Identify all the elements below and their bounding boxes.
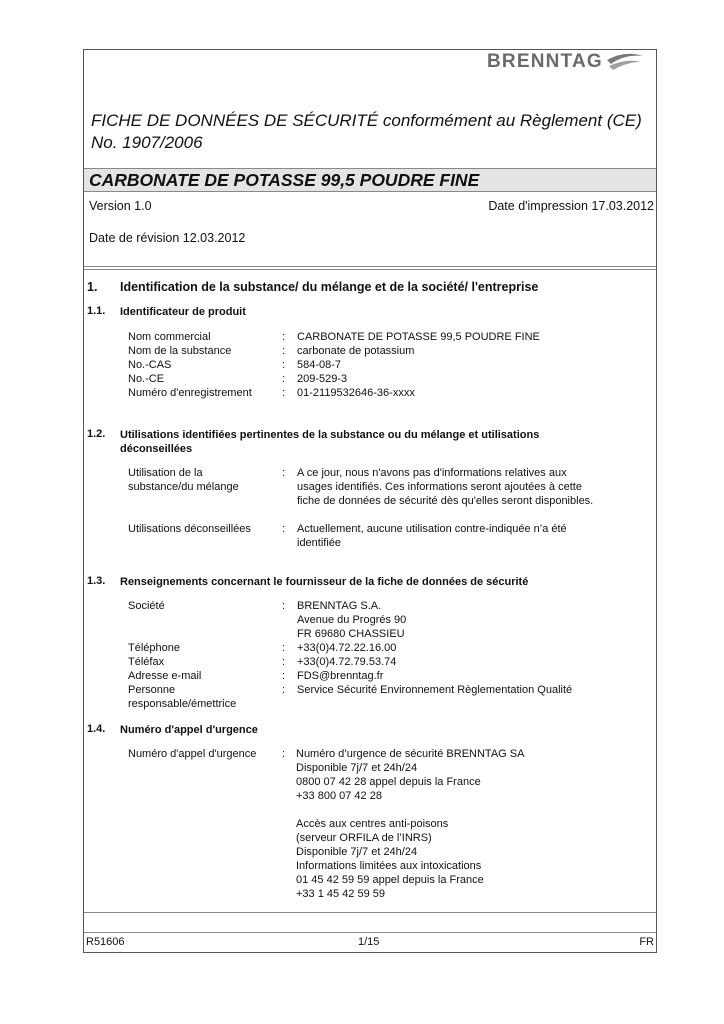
field-label: Société xyxy=(128,600,165,612)
section-title: Identification de la substance/ du mélange et de la société/ l'entreprise xyxy=(120,280,539,294)
colon: : xyxy=(282,670,286,682)
colon: : xyxy=(282,600,286,612)
field-label: Adresse e-mail xyxy=(128,670,202,682)
language-code: FR xyxy=(639,936,654,948)
emergency-line: 01 45 42 59 59 appel depuis la France xyxy=(296,874,484,886)
field-label-line: Personne xyxy=(128,684,176,696)
version: Version 1.0 xyxy=(89,199,152,213)
field-label: Téléphone xyxy=(128,642,180,654)
logo-swoosh-icon xyxy=(605,52,645,74)
subsection-title xyxy=(120,428,610,456)
field-value: 01-2119532646-36-xxxx xyxy=(297,387,415,399)
emergency-spacer xyxy=(296,803,524,817)
field-value: carbonate de potassium xyxy=(297,345,415,357)
colon: : xyxy=(282,331,286,343)
company-line: FR 69680 CHASSIEU xyxy=(297,628,405,640)
colon: : xyxy=(282,467,286,479)
divider xyxy=(84,269,656,270)
field-value: 584-08-7 xyxy=(297,359,342,371)
field-label: No.-CE xyxy=(128,373,165,385)
document-title xyxy=(91,110,651,154)
divider xyxy=(84,932,656,933)
emergency-line: +33 800 07 42 28 xyxy=(296,790,382,802)
colon: : xyxy=(282,387,286,399)
subsection-number: 1.1. xyxy=(87,305,106,317)
field-label: Nom commercial xyxy=(128,331,211,343)
subsection-title: Identificateur de produit xyxy=(120,306,246,318)
field-label-line: responsable/émettrice xyxy=(128,698,237,710)
divider xyxy=(84,912,656,913)
field-value-line: Actuellement, aucune utilisation contre-indiquée n’a été xyxy=(297,523,567,535)
section-number: 1. xyxy=(87,280,98,294)
subsection-title: Numéro d'appel d'urgence xyxy=(120,724,258,736)
document-title-line1: FICHE DE DONNÉES DE SÉCURITÉ conformément au Règlement (CE) xyxy=(91,111,642,130)
subsection-number: 1.4. xyxy=(87,723,106,735)
divider xyxy=(84,266,656,267)
emergency-line: Disponible 7j/7 et 24h/24 xyxy=(296,846,418,858)
emergency-line: Accès aux centres anti-poisons xyxy=(296,818,449,830)
field-value-line: A ce jour, nous n'avons pas d'informations relatives aux xyxy=(297,467,567,479)
company-line: Avenue du Progrés 90 xyxy=(297,614,407,626)
field-label: Nom de la substance xyxy=(128,345,232,357)
field-value xyxy=(297,466,593,508)
company-line: BRENNTAG S.A. xyxy=(297,600,382,612)
emergency-info xyxy=(296,747,524,901)
field-value-line: identifiée xyxy=(297,537,342,549)
colon: : xyxy=(282,523,286,535)
divider xyxy=(84,191,656,192)
colon: : xyxy=(282,642,286,654)
field-value-line: fiche de données de sécurité dès qu'elles seront disponibles. xyxy=(297,495,594,507)
field-value: 209-529-3 xyxy=(297,373,348,385)
field-value xyxy=(297,599,406,641)
emergency-line: Disponible 7j/7 et 24h/24 xyxy=(296,762,418,774)
document-title-line2: No. 1907/2006 xyxy=(91,133,203,152)
field-label: Numéro d'enregistrement xyxy=(128,387,252,399)
subsection-number: 1.2. xyxy=(87,428,106,440)
field-label: Utilisations déconseillées xyxy=(128,523,251,535)
subsection-title-line2: déconseillées xyxy=(120,443,193,455)
colon: : xyxy=(282,373,286,385)
phone-value: +33(0)4.72.22.16.00 xyxy=(297,642,397,654)
colon: : xyxy=(282,684,286,696)
colon: : xyxy=(282,656,286,668)
emergency-line: 0800 07 42 28 appel depuis la France xyxy=(296,776,481,788)
field-value-line: usages identifiés. Ces informations seront ajoutées à cette xyxy=(297,481,582,493)
emergency-line: Informations limitées aux intoxications xyxy=(296,860,482,872)
field-label-line: Utilisation de la xyxy=(128,467,203,479)
field-label xyxy=(128,466,239,494)
subsection-title: Renseignements concernant le fournisseur de la fiche de données de sécurité xyxy=(120,576,529,588)
doc-code: R51606 xyxy=(86,936,125,948)
print-date: Date d'impression 17.03.2012 xyxy=(488,199,654,213)
emergency-line: Numéro d’urgence de sécurité BRENNTAG SA xyxy=(296,748,525,760)
colon: : xyxy=(282,345,286,357)
field-value xyxy=(297,522,567,550)
field-label xyxy=(128,683,236,711)
logo-text: BRENNTAG xyxy=(487,51,603,72)
subsection-title-line1: Utilisations identifiées pertinentes de la substance ou du mélange et utilisations xyxy=(120,429,540,441)
field-label-line: substance/du mélange xyxy=(128,481,239,493)
colon: : xyxy=(282,748,286,760)
field-value: Service Sécurité Environnement Règlementation Qualité xyxy=(297,684,573,696)
field-label: No.-CAS xyxy=(128,359,172,371)
field-value: CARBONATE DE POTASSE 99,5 POUDRE FINE xyxy=(297,331,540,343)
emergency-line: +33 1 45 42 59 59 xyxy=(296,888,385,900)
field-label: Téléfax xyxy=(128,656,165,668)
page-number: 1/15 xyxy=(358,936,380,948)
subsection-number: 1.3. xyxy=(87,575,106,587)
fax-value: +33(0)4.72.79.53.74 xyxy=(297,656,397,668)
revision-date: Date de révision 12.03.2012 xyxy=(89,231,246,245)
colon: : xyxy=(282,359,286,371)
email-link[interactable]: FDS@brenntag.fr xyxy=(297,670,384,682)
field-label: Numéro d'appel d'urgence xyxy=(128,748,257,760)
product-name: CARBONATE DE POTASSE 99,5 POUDRE FINE xyxy=(89,170,480,190)
emergency-line: (serveur ORFILA de l’INRS) xyxy=(296,832,432,844)
